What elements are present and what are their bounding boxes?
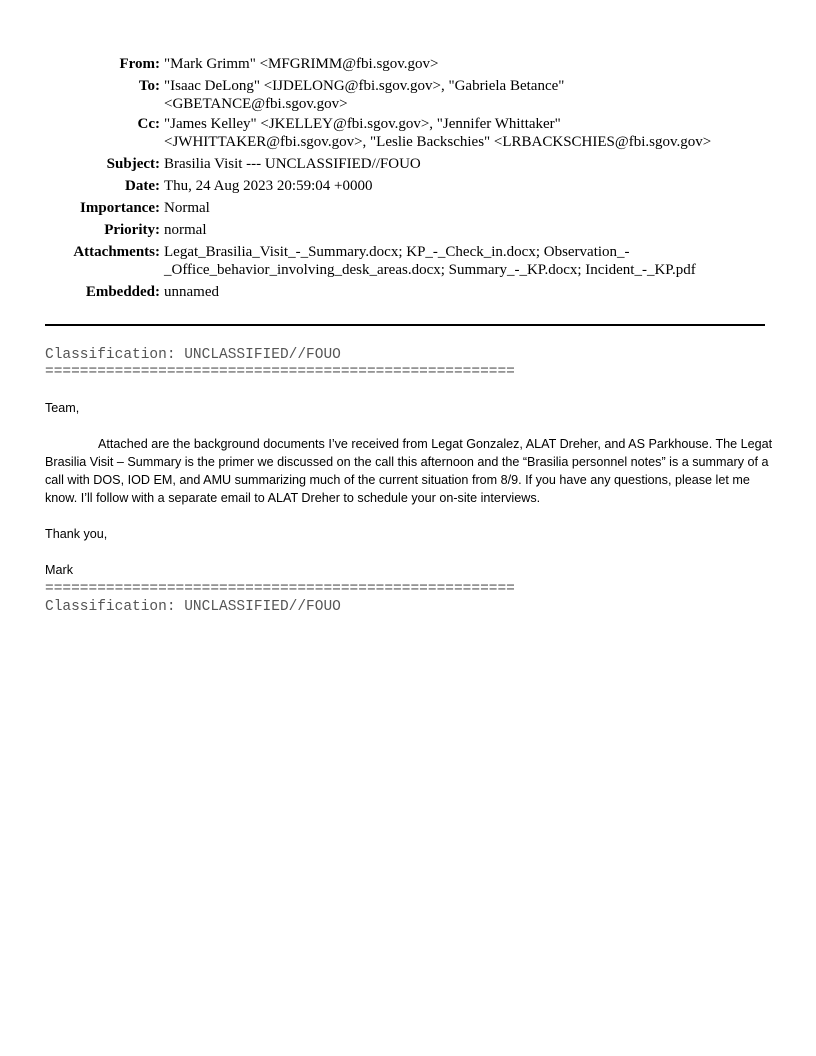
email-header bbox=[0, 53, 816, 303]
header-divider bbox=[45, 324, 765, 326]
embedded-value bbox=[160, 281, 764, 303]
attachments-label: Attachments: bbox=[73, 244, 160, 260]
subject-value bbox=[160, 153, 764, 175]
greeting: Team, bbox=[45, 401, 80, 415]
from-row bbox=[0, 53, 816, 75]
cc-label: Cc: bbox=[137, 116, 160, 132]
cc-line-2: <JWHITTAKER@fbi.sgov.gov>, "Leslie Backschies" <LRBACKSCHIES@fbi.sgov.gov> bbox=[164, 134, 712, 150]
subject-label: Subject: bbox=[106, 156, 160, 172]
to-line-1: "Isaac DeLong" <IJDELONG@fbi.sgov.gov>, "Gabriela Betance" bbox=[164, 78, 565, 94]
priority-row bbox=[0, 219, 816, 241]
attachments-line-1: Legat_Brasilia_Visit_-_Summary.docx; KP_-_Check_in.docx; Observation_- bbox=[164, 244, 630, 260]
message-paragraph: Attached are the background documents I’ve received from Legat Gonzalez, ALAT Dreher, and AS Parkhouse. The Legat Brasilia Visit – Summary is the primer we discussed on the call this afternoon and the “Brasilia personnel notes” is a summary of a call with DOS, IOD EM, and AMU summarizing much of the current situation from 8/9. If you have any questions, please let me know. I’ll follow with a separate email to ALAT Dreher to schedule your on-site interviews. bbox=[45, 437, 773, 505]
priority-value bbox=[160, 219, 764, 241]
importance-text: Normal bbox=[164, 200, 210, 216]
embedded-label: Embedded: bbox=[85, 284, 160, 300]
signature: Mark bbox=[45, 563, 73, 577]
attachments-line-2: _Office_behavior_involving_desk_areas.docx; Summary_-_KP.docx; Incident_-_KP.pdf bbox=[164, 262, 696, 278]
cc-row bbox=[0, 115, 816, 151]
cc-value bbox=[160, 115, 764, 151]
from-label: From: bbox=[119, 56, 160, 72]
cc-line-1: "James Kelley" <JKELLEY@fbi.sgov.gov>, "Jennifer Whittaker" bbox=[164, 116, 561, 132]
date-label: Date: bbox=[125, 178, 160, 194]
importance-label: Importance: bbox=[80, 200, 160, 216]
to-value bbox=[160, 77, 764, 113]
embedded-text: unnamed bbox=[164, 284, 219, 300]
from-address: "Mark Grimm" <MFGRIMM@fbi.sgov.gov> bbox=[164, 56, 439, 72]
attachments-value bbox=[160, 243, 764, 279]
embedded-row bbox=[0, 281, 816, 303]
to-line-2: <GBETANCE@fbi.sgov.gov> bbox=[164, 96, 348, 112]
classification-rule-top: ====================================================== bbox=[45, 364, 515, 380]
classification-banner-bottom: Classification: UNCLASSIFIED//FOUO bbox=[45, 599, 341, 615]
to-row bbox=[0, 77, 816, 113]
priority-label: Priority: bbox=[104, 222, 160, 238]
closing: Thank you, bbox=[45, 527, 108, 541]
priority-text: normal bbox=[164, 222, 207, 238]
attachments-row bbox=[0, 243, 816, 279]
date-row bbox=[0, 175, 816, 197]
date-text: Thu, 24 Aug 2023 20:59:04 +0000 bbox=[164, 178, 373, 194]
to-label: To: bbox=[138, 78, 160, 94]
subject-text: Brasilia Visit --- UNCLASSIFIED//FOUO bbox=[164, 156, 421, 172]
classification-banner-top: Classification: UNCLASSIFIED//FOUO bbox=[45, 347, 341, 363]
date-value bbox=[160, 175, 764, 197]
from-value bbox=[160, 53, 764, 75]
classification-rule-bottom: ====================================================== bbox=[45, 581, 515, 597]
subject-row bbox=[0, 153, 816, 175]
importance-row bbox=[0, 197, 816, 219]
importance-value bbox=[160, 197, 764, 219]
